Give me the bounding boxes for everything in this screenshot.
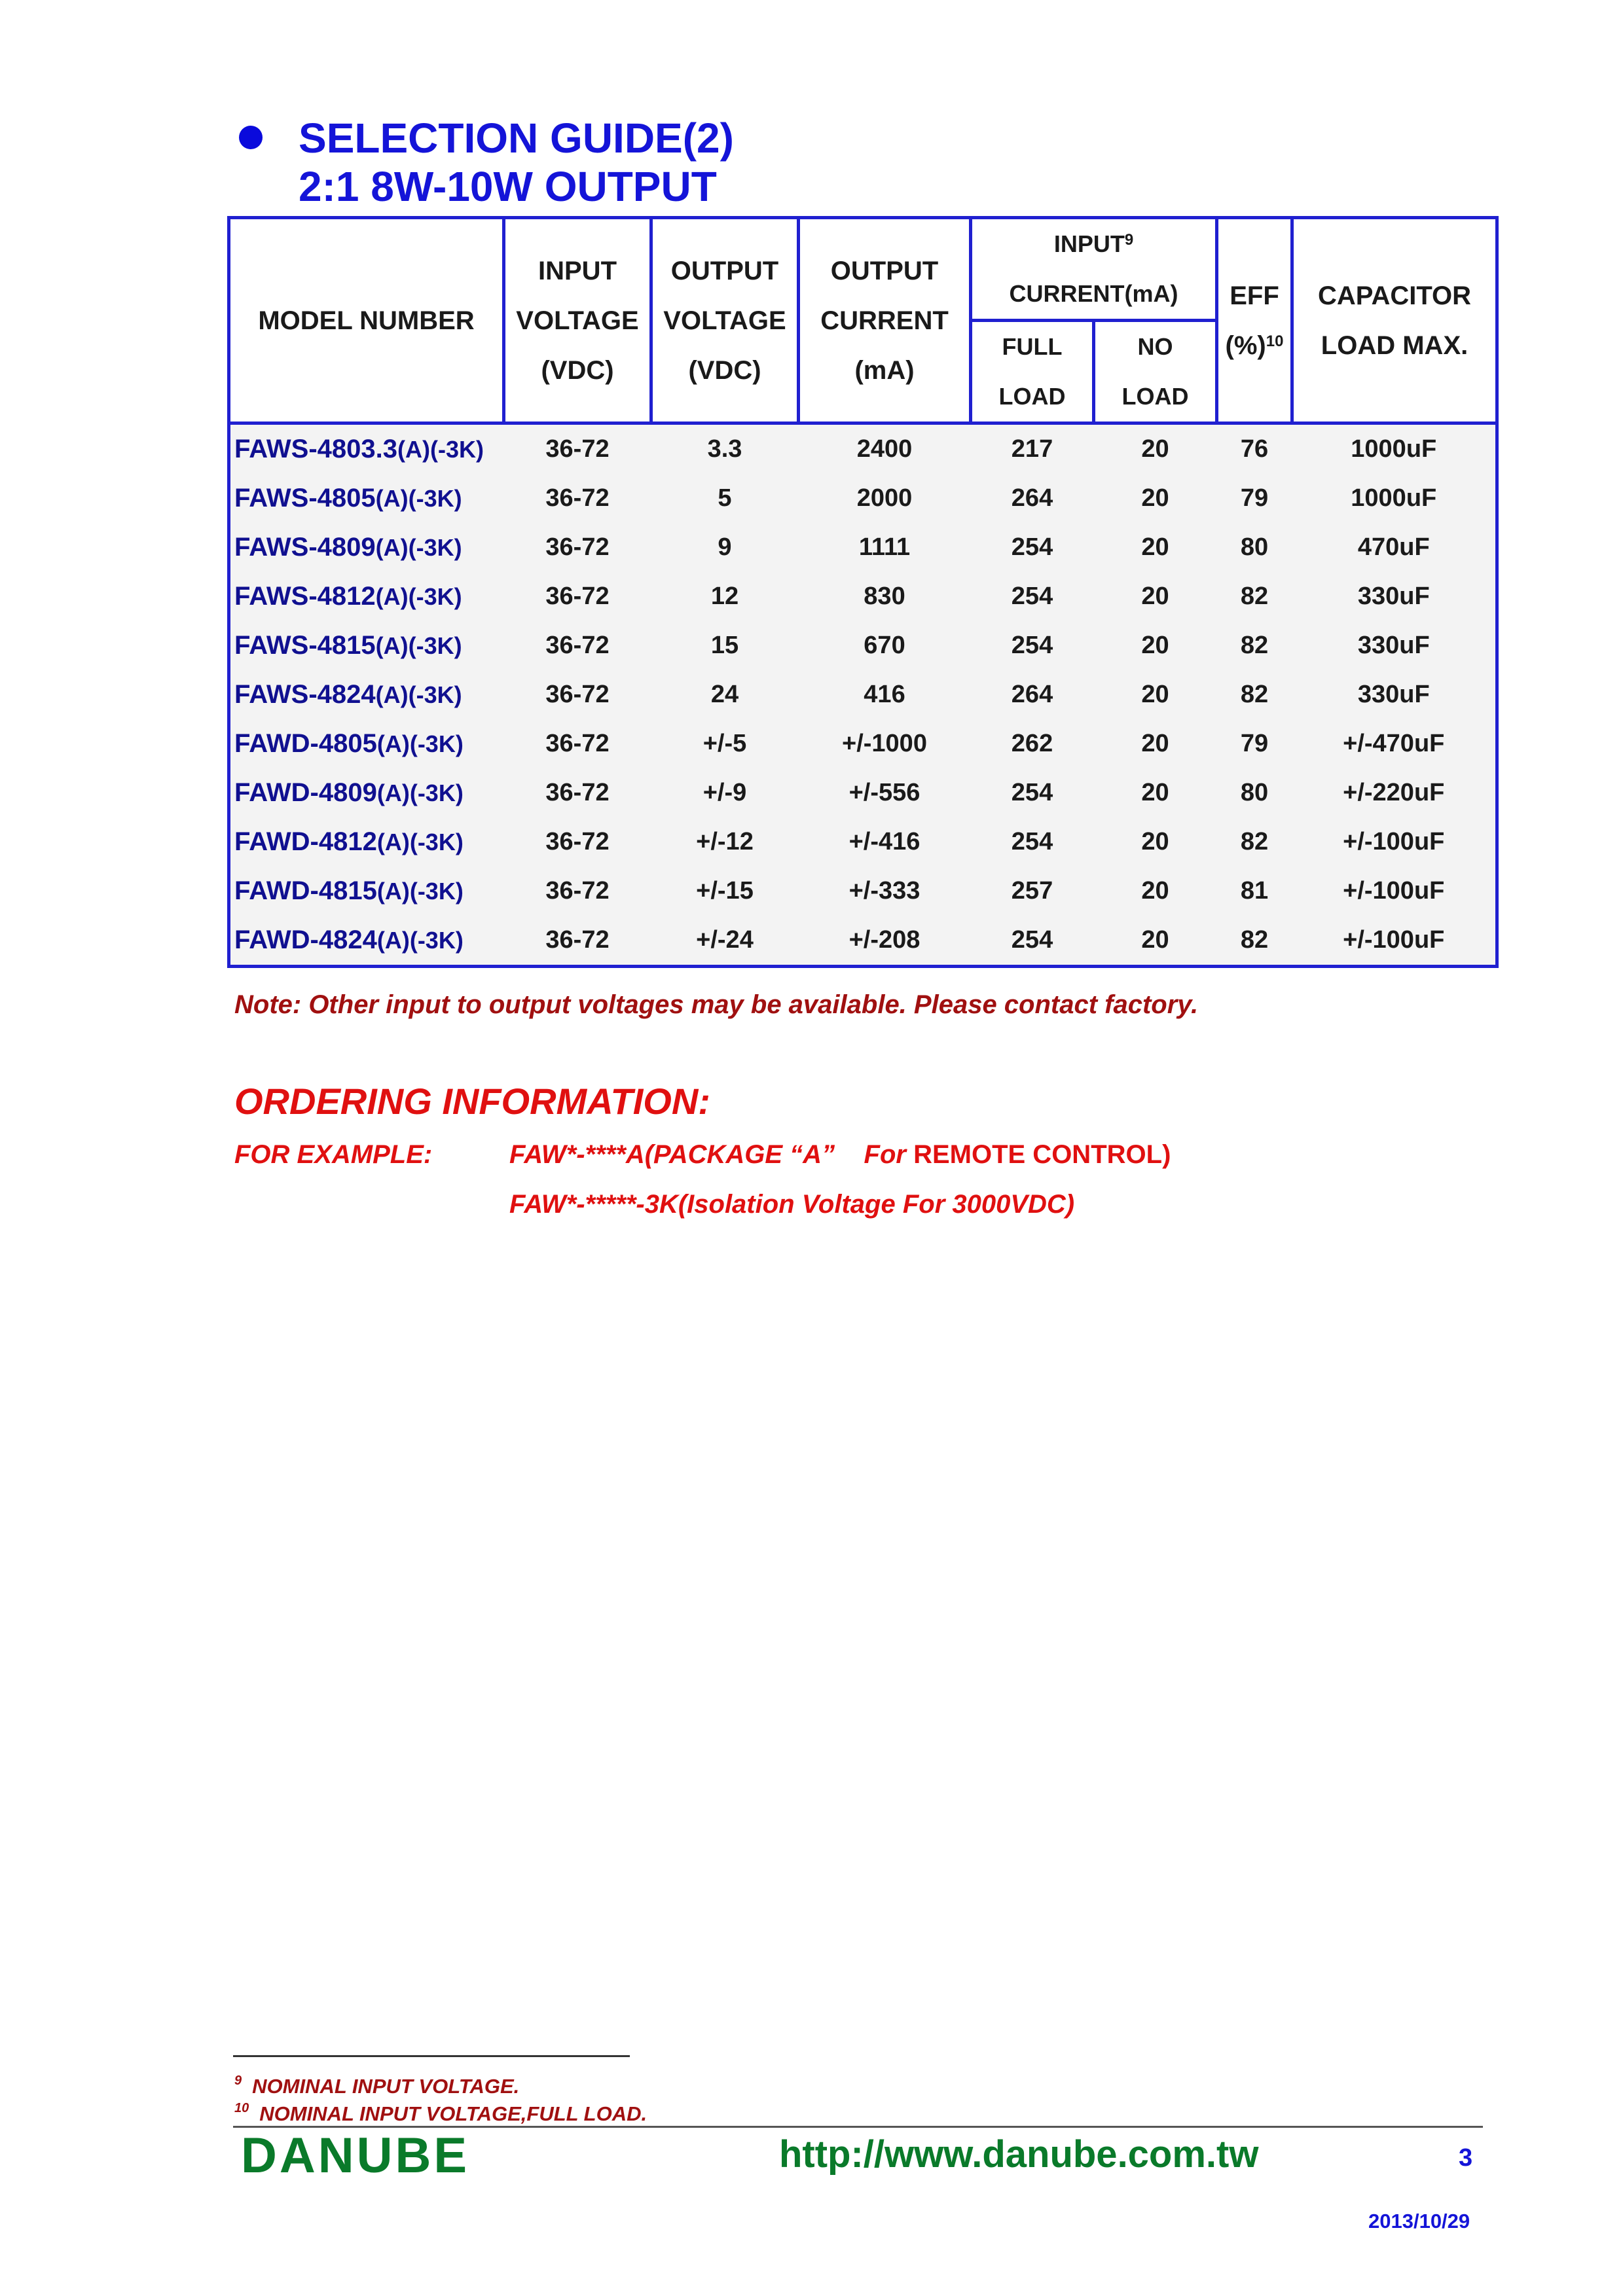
cell-efficiency: 82 bbox=[1240, 926, 1269, 954]
cell-output-current: +/-333 bbox=[848, 877, 921, 905]
table-row bbox=[229, 670, 1497, 719]
cell-efficiency: 79 bbox=[1240, 484, 1269, 512]
cell-output-voltage: +/-24 bbox=[696, 926, 754, 954]
cell-output-current: 2400 bbox=[856, 435, 913, 463]
cell-full-load-current: 264 bbox=[1011, 681, 1053, 708]
cell-no-load-current: 20 bbox=[1141, 730, 1169, 757]
cell-input-voltage: 36-72 bbox=[545, 779, 610, 806]
ordering-example-label: FOR EXAMPLE: bbox=[234, 1140, 433, 1169]
cell-full-load-current: 254 bbox=[1011, 779, 1053, 806]
header-input-voltage: INPUT VOLTAGE (VDC) bbox=[504, 218, 651, 423]
table-row bbox=[229, 817, 1497, 867]
cell-full-load-current: 254 bbox=[1011, 926, 1053, 954]
brand-logo: DANUBE bbox=[241, 2128, 470, 2183]
cell-no-load-current: 20 bbox=[1141, 484, 1169, 512]
cell-capacitor-load: +/-470uF bbox=[1343, 730, 1445, 757]
cell-efficiency: 80 bbox=[1240, 779, 1269, 806]
header-model-number: MODEL NUMBER bbox=[229, 218, 504, 423]
table-row bbox=[229, 916, 1497, 967]
cell-output-voltage: 5 bbox=[718, 484, 732, 512]
cell-output-voltage: +/-12 bbox=[696, 828, 754, 855]
cell-output-voltage: 9 bbox=[718, 533, 732, 561]
cell-capacitor-load: 1000uF bbox=[1351, 484, 1437, 512]
table-row bbox=[229, 572, 1497, 621]
footnote-9: $^9$ NOMINAL INPUT VOLTAGE. bbox=[234, 2073, 520, 2098]
cell-input-voltage: 36-72 bbox=[545, 632, 610, 659]
cell-output-current: +/-556 bbox=[848, 779, 921, 806]
ordering-example-isolation: FAW*-*****-3K(Isolation Voltage For 3000VDC) bbox=[509, 1190, 1075, 1219]
cell-output-current: +/-208 bbox=[848, 926, 921, 954]
cell-output-current: 830 bbox=[864, 583, 905, 610]
cell-efficiency: 82 bbox=[1240, 828, 1269, 855]
ordering-title: ORDERING INFORMATION: bbox=[234, 1081, 710, 1122]
cell-model-number: FAWS-4803.3(A)(-3K) bbox=[234, 435, 484, 463]
cell-no-load-current: 20 bbox=[1141, 533, 1169, 561]
section-subtitle: 2:1 8W-10W OUTPUT bbox=[299, 163, 717, 210]
cell-no-load-current: 20 bbox=[1141, 926, 1169, 954]
section-title: SELECTION GUIDE(2) bbox=[299, 115, 734, 162]
header-input-current: INPUT$^9$ CURRENT(mA) bbox=[971, 218, 1217, 321]
ordering-example-package bbox=[509, 1140, 1171, 1170]
cell-model-number: FAWS-4824(A)(-3K) bbox=[234, 680, 462, 709]
cell-output-current: 416 bbox=[864, 681, 905, 708]
cell-input-voltage: 36-72 bbox=[545, 730, 610, 757]
cell-model-number: FAWD-4815(A)(-3K) bbox=[234, 876, 464, 905]
cell-output-voltage: 12 bbox=[710, 583, 739, 610]
ordering-example-package-code: FAW*-****A(PACKAGE “A” For bbox=[509, 1140, 906, 1169]
cell-input-voltage: 36-72 bbox=[545, 484, 610, 512]
cell-capacitor-load: 470uF bbox=[1357, 533, 1430, 561]
header-no-load: NO LOAD bbox=[1094, 321, 1217, 423]
cell-no-load-current: 20 bbox=[1141, 877, 1169, 905]
cell-model-number: FAWD-4824(A)(-3K) bbox=[234, 925, 464, 954]
cell-full-load-current: 254 bbox=[1011, 828, 1053, 855]
table-body bbox=[229, 423, 1497, 967]
selection-guide-table bbox=[227, 216, 1499, 968]
cell-full-load-current: 254 bbox=[1011, 533, 1053, 561]
table-row bbox=[229, 523, 1497, 572]
header-capacitor-load: CAPACITOR LOAD MAX. bbox=[1292, 218, 1497, 423]
cell-output-current: 670 bbox=[864, 632, 905, 659]
cell-output-voltage: 24 bbox=[710, 681, 739, 708]
cell-full-load-current: 254 bbox=[1011, 583, 1053, 610]
header-output-current: OUTPUT CURRENT (mA) bbox=[799, 218, 971, 423]
table-row bbox=[229, 768, 1497, 817]
cell-efficiency: 76 bbox=[1240, 435, 1269, 463]
cell-model-number: FAWS-4805(A)(-3K) bbox=[234, 484, 462, 512]
cell-model-number: FAWD-4805(A)(-3K) bbox=[234, 729, 464, 758]
cell-capacitor-load: 330uF bbox=[1357, 583, 1430, 610]
cell-input-voltage: 36-72 bbox=[545, 926, 610, 954]
cell-full-load-current: 264 bbox=[1011, 484, 1053, 512]
cell-output-current: +/-1000 bbox=[842, 730, 927, 757]
cell-output-voltage: +/-9 bbox=[702, 779, 747, 806]
table-row bbox=[229, 621, 1497, 670]
cell-full-load-current: 262 bbox=[1011, 730, 1053, 757]
cell-no-load-current: 20 bbox=[1141, 779, 1169, 806]
cell-efficiency: 79 bbox=[1240, 730, 1269, 757]
cell-model-number: FAWD-4809(A)(-3K) bbox=[234, 778, 464, 807]
cell-output-current: +/-416 bbox=[848, 828, 921, 855]
cell-no-load-current: 20 bbox=[1141, 828, 1169, 855]
cell-output-voltage: +/-5 bbox=[702, 730, 747, 757]
ordering-example-package-desc: REMOTE CONTROL) bbox=[905, 1140, 1171, 1169]
cell-efficiency: 82 bbox=[1240, 681, 1269, 708]
cell-output-current: 1111 bbox=[858, 533, 911, 561]
cell-no-load-current: 20 bbox=[1141, 583, 1169, 610]
cell-efficiency: 82 bbox=[1240, 583, 1269, 610]
cell-full-load-current: 254 bbox=[1011, 632, 1053, 659]
availability-note: Note: Other input to output voltages may be available. Please contact factory. bbox=[234, 990, 1199, 1019]
cell-efficiency: 80 bbox=[1240, 533, 1269, 561]
cell-no-load-current: 20 bbox=[1141, 632, 1169, 659]
cell-capacitor-load: 1000uF bbox=[1351, 435, 1437, 463]
cell-capacitor-load: 330uF bbox=[1357, 632, 1430, 659]
cell-input-voltage: 36-72 bbox=[545, 533, 610, 561]
cell-input-voltage: 36-72 bbox=[545, 435, 610, 463]
website-link[interactable]: http://www.danube.com.tw bbox=[779, 2133, 1259, 2176]
cell-capacitor-load: +/-100uF bbox=[1343, 926, 1445, 954]
cell-output-voltage: 15 bbox=[710, 632, 739, 659]
cell-efficiency: 81 bbox=[1240, 877, 1269, 905]
header-full-load: FULL LOAD bbox=[971, 321, 1094, 423]
page-number: 3 bbox=[1459, 2144, 1473, 2172]
header-efficiency: EFF (%)$^{10}$ bbox=[1217, 218, 1292, 423]
cell-capacitor-load: +/-100uF bbox=[1343, 877, 1445, 905]
cell-capacitor-load: 330uF bbox=[1357, 681, 1430, 708]
cell-input-voltage: 36-72 bbox=[545, 681, 610, 708]
cell-output-current: 2000 bbox=[856, 484, 913, 512]
cell-no-load-current: 20 bbox=[1141, 681, 1169, 708]
cell-capacitor-load: +/-220uF bbox=[1343, 779, 1445, 806]
cell-output-voltage: 3.3 bbox=[707, 435, 742, 463]
cell-output-voltage: +/-15 bbox=[696, 877, 754, 905]
header-output-voltage: OUTPUT VOLTAGE (VDC) bbox=[651, 218, 799, 423]
table-row bbox=[229, 423, 1497, 475]
cell-full-load-current: 217 bbox=[1011, 435, 1053, 463]
cell-input-voltage: 36-72 bbox=[545, 583, 610, 610]
cell-model-number: FAWD-4812(A)(-3K) bbox=[234, 827, 464, 856]
cell-model-number: FAWS-4812(A)(-3K) bbox=[234, 582, 462, 611]
table-row bbox=[229, 474, 1497, 523]
cell-no-load-current: 20 bbox=[1141, 435, 1169, 463]
cell-capacitor-load: +/-100uF bbox=[1343, 828, 1445, 855]
document-date: 2013/10/29 bbox=[1368, 2210, 1470, 2233]
cell-model-number: FAWS-4809(A)(-3K) bbox=[234, 533, 462, 562]
cell-model-number: FAWS-4815(A)(-3K) bbox=[234, 631, 462, 660]
cell-full-load-current: 257 bbox=[1011, 877, 1053, 905]
table-row bbox=[229, 719, 1497, 768]
footnote-10: $^{10}$ NOMINAL INPUT VOLTAGE,FULL LOAD. bbox=[234, 2101, 647, 2125]
footnote-divider bbox=[233, 2055, 630, 2057]
cell-input-voltage: 36-72 bbox=[545, 877, 610, 905]
cell-input-voltage: 36-72 bbox=[545, 828, 610, 855]
table-row bbox=[229, 867, 1497, 916]
cell-efficiency: 82 bbox=[1240, 632, 1269, 659]
bullet-icon bbox=[239, 126, 263, 149]
